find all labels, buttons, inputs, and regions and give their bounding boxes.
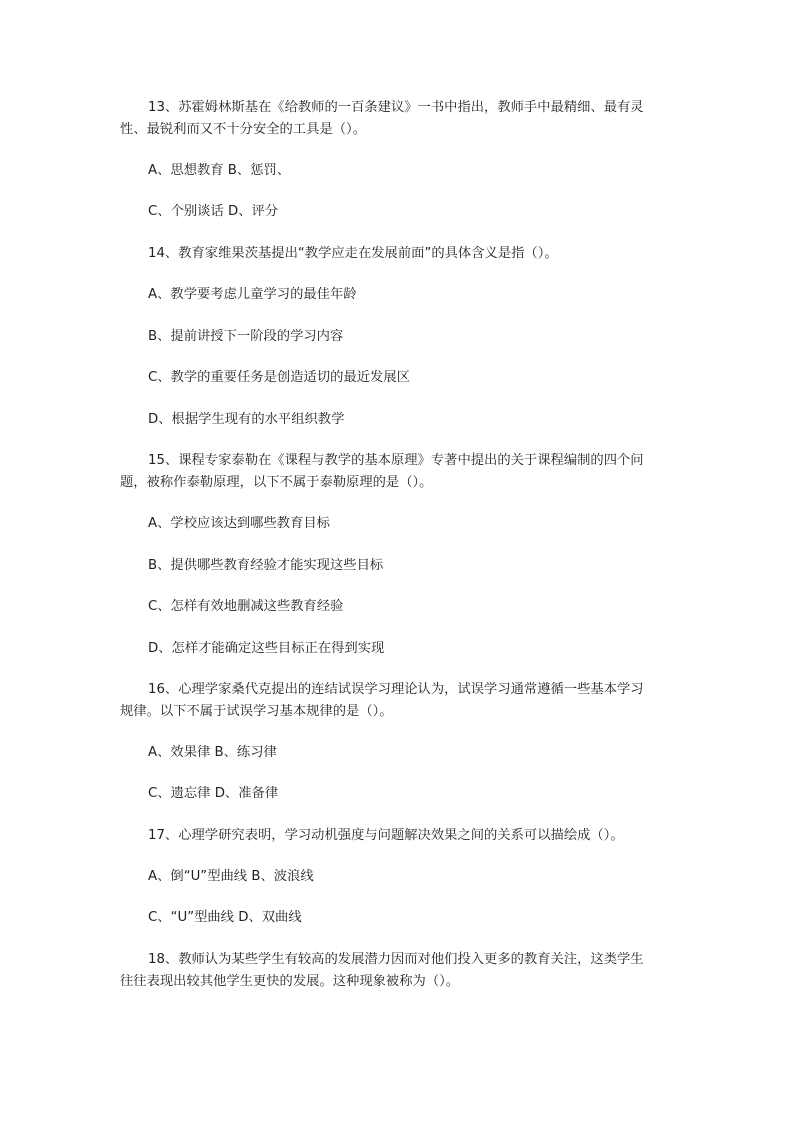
question-15-stem-line-1: 15、课程专家泰勒在《课程与教学的基本原理》专著中提出的关于课程编制的四个问 [148, 453, 644, 468]
question-13-stem-line-2: 性、最锐利而又不十分安全的工具是（）。 [120, 122, 366, 137]
question-14-option-a: A、教学要考虑儿童学习的最佳年龄 [148, 287, 357, 302]
question-18-stem-line-1: 18、教师认为某些学生有较高的发展潜力因而对他们投入更多的教育关注，这类学生 [148, 952, 644, 967]
question-16-option-ab: A、效果律 B、练习律 [148, 745, 277, 760]
question-14-option-d: D、根据学生现有的水平组织教学 [148, 412, 345, 427]
question-16-option-cd: C、遗忘律 D、准备律 [148, 786, 279, 801]
question-13-option-ab: A、思想教育 B、惩罚、 [148, 163, 291, 178]
question-17-stem: 17、心理学研究表明，学习动机强度与问题解决效果之间的关系可以描绘成（）。 [148, 828, 624, 843]
question-15-stem-line-2: 题，被称作泰勒原理，以下不属于泰勒原理的是（）。 [120, 475, 433, 490]
question-16-stem-line-2: 规律。以下不属于试误学习基本规律的是（）。 [120, 704, 393, 719]
question-16-stem-line-1: 16、心理学家桑代克提出的连结试误学习理论认为，试误学习通常遵循一些基本学习 [148, 682, 644, 697]
question-14-option-c: C、教学的重要任务是创造适切的最近发展区 [148, 370, 410, 385]
question-13-stem-line-1: 13、苏霍姆林斯基在《给教师的一百条建议》一书中指出，教师手中最精细、最有灵 [148, 100, 644, 115]
question-14-option-b: B、提前讲授下一阶段的学习内容 [148, 329, 344, 344]
question-15-option-d: D、怎样才能确定这些目标正在得到实现 [148, 641, 385, 656]
question-15-option-c: C、怎样有效地删减这些教育经验 [148, 599, 344, 614]
question-13-option-cd: C、个别谈话 D、评分 [148, 204, 279, 219]
question-15-option-b: B、提供哪些教育经验才能实现这些目标 [148, 558, 384, 573]
question-14-stem: 14、教育家维果茨基提出“教学应走在发展前面”的具体含义是指（）。 [148, 246, 558, 261]
question-17-option-cd: C、“U”型曲线 D、双曲线 [148, 910, 302, 925]
question-18-stem-line-2: 往往表现出较其他学生更快的发展。这种现象被称为（）。 [120, 974, 460, 989]
question-17-option-ab: A、倒“U”型曲线 B、波浪线 [148, 869, 314, 884]
question-15-option-a: A、学校应该达到哪些教育目标 [148, 516, 330, 531]
